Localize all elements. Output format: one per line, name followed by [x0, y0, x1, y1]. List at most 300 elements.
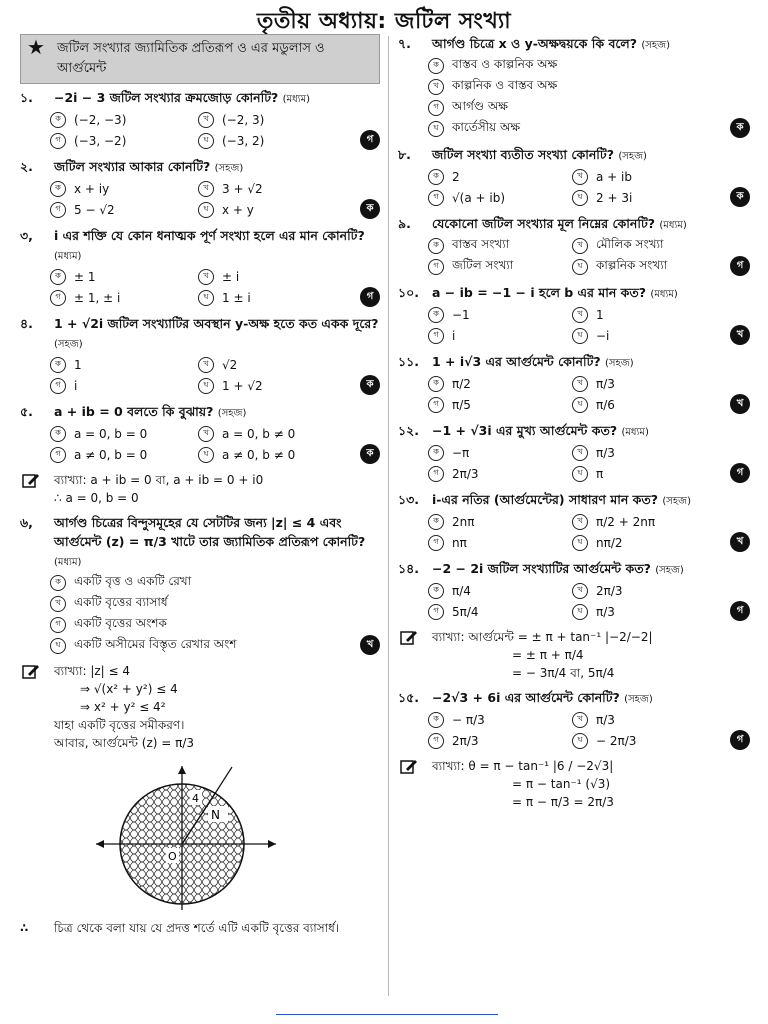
- option-list: [20, 178, 380, 220]
- option-letter-badge: গ: [428, 259, 444, 275]
- question-text: আর্গণ্ড চিত্রে x ও y-অক্ষদ্বয়কে কি বলে?: [432, 36, 637, 51]
- question-text-line: [398, 145, 750, 166]
- option-text: (−2, −3): [74, 112, 127, 127]
- option-text: π/2: [452, 376, 471, 391]
- option-item: [428, 709, 572, 730]
- option-list: [20, 266, 380, 308]
- option-text: কার্তেসীয় অক্ষ: [452, 119, 521, 134]
- option-item: [50, 178, 198, 199]
- option-list: [20, 572, 380, 656]
- question-number: ৯.: [398, 216, 411, 231]
- question-6: [20, 513, 380, 656]
- explanation-line: ⇒ √(x² + y²) ≤ 4: [80, 682, 178, 696]
- option-letter-badge: ঘ: [572, 397, 588, 413]
- option-letter-badge: ঘ: [572, 733, 588, 749]
- x-axis-arrow-left-icon: [96, 840, 104, 848]
- answer-badge: ক: [730, 118, 750, 138]
- option-item: [428, 235, 572, 256]
- difficulty-label: (মধ্যম): [650, 289, 678, 300]
- option-item: [428, 580, 572, 601]
- option-letter-badge: খ: [572, 307, 588, 323]
- option-list: [20, 109, 380, 151]
- option-letter-badge: ক: [50, 269, 66, 285]
- option-letter-badge: গ: [428, 733, 444, 749]
- answer-badge: ক: [360, 375, 380, 395]
- option-letter-badge: ক: [428, 58, 444, 74]
- explanation-6: [20, 662, 380, 752]
- option-text: একটি বৃত্তের অংশক: [74, 615, 167, 630]
- option-letter-badge: খ: [198, 357, 214, 373]
- option-item: [428, 373, 572, 394]
- question-text-line: [20, 402, 380, 423]
- option-letter-badge: খ: [572, 712, 588, 728]
- option-letter-badge: ঘ: [572, 328, 588, 344]
- question-text: −2 − 2i জটিল সংখ্যাটির আর্গুমেন্ট কত?: [432, 561, 651, 576]
- answer-badge: গ: [730, 601, 750, 621]
- option-text: 2π/3: [452, 733, 479, 748]
- option-item: [572, 730, 716, 751]
- right-column: [398, 34, 750, 817]
- option-text: π/3: [596, 445, 615, 460]
- option-item: [428, 532, 572, 553]
- question-text: i এর শক্তি যে কোন ধনাত্মক পূর্ণ সংখ্যা হলে এর মান কোনটি?: [54, 228, 365, 243]
- question-number: ৮.: [398, 147, 411, 162]
- answer-badge: খ: [730, 325, 750, 345]
- option-text: 1 + √2: [222, 378, 263, 393]
- question-text-line: [398, 352, 750, 373]
- option-text: একটি বৃত্তের ব্যাসার্ধ: [74, 594, 168, 609]
- difficulty-label: (সহজ): [214, 163, 244, 174]
- answer-badge: গ: [360, 130, 380, 150]
- option-letter-badge: ঘ: [198, 290, 214, 306]
- option-text: π/4: [452, 583, 471, 598]
- option-item: [428, 187, 572, 208]
- difficulty-label: (সহজ): [655, 565, 684, 576]
- explanation-line: = ± π + π/4: [512, 648, 584, 662]
- question-text: 1 + i√3 এর আর্গুমেন্ট কোনটি?: [432, 354, 601, 369]
- question-number: ৪.: [20, 316, 33, 331]
- option-list: [398, 304, 750, 346]
- answer-badge: গ: [730, 730, 750, 750]
- option-text: π/3: [596, 604, 615, 619]
- pen-icon: [400, 629, 418, 645]
- question-number: ৩,: [20, 228, 33, 243]
- diagram-label-4: 4: [192, 792, 199, 805]
- question-item: [20, 157, 380, 220]
- option-letter-badge: গ: [50, 133, 66, 149]
- question-item: [398, 490, 750, 553]
- question-item: [20, 88, 380, 151]
- question-text: যেকোনো জটিল সংখ্যার মূল নিম্নের কোনটি?: [432, 216, 656, 231]
- option-text: a ≠ 0, b = 0: [74, 447, 148, 462]
- option-letter-badge: ঘ: [572, 604, 588, 620]
- option-text: i: [452, 328, 456, 343]
- option-text: একটি বৃত্ত ও একটি রেখা: [74, 573, 192, 588]
- question-item: [398, 559, 750, 622]
- option-item: [198, 287, 346, 308]
- explanation-line: ⇒ x² + y² ≤ 4²: [80, 700, 166, 714]
- option-text: 1: [74, 357, 82, 372]
- option-text: বাস্তব সংখ্যা: [452, 236, 510, 251]
- option-letter-badge: ক: [50, 357, 66, 373]
- difficulty-label: (সহজ): [641, 40, 670, 51]
- question-text: −2i − 3 জটিল সংখ্যার ক্রমজোড় কোনটি?: [54, 90, 279, 105]
- option-letter-badge: গ: [428, 604, 444, 620]
- question-text: জটিল সংখ্যার আকার কোনটি?: [54, 159, 211, 174]
- option-letter-badge: খ: [572, 169, 588, 185]
- option-item: [50, 375, 198, 396]
- question-number: ১১.: [398, 354, 419, 369]
- option-item: [572, 373, 716, 394]
- explanation-line: = π − tan⁻¹ (√3): [512, 777, 611, 791]
- option-letter-badge: ঘ: [572, 259, 588, 275]
- explanation-line: ∴ a = 0, b = 0: [54, 491, 139, 505]
- option-item: [198, 423, 346, 444]
- option-item: [428, 304, 572, 325]
- option-item: [572, 235, 716, 256]
- option-text: a = 0, b = 0: [74, 426, 148, 441]
- option-text: √2: [222, 357, 238, 372]
- option-text: 1 ± i: [222, 290, 251, 305]
- difficulty-label: (মধ্যম): [54, 557, 82, 568]
- option-list: [398, 373, 750, 415]
- option-letter-badge: ক: [50, 181, 66, 197]
- question-text: i-এর নতির (আর্গুমেন্টের) সাধারণ মান কত?: [432, 492, 659, 507]
- question-number: ১০.: [398, 285, 419, 300]
- option-item: [428, 394, 572, 415]
- option-text: ± i: [222, 269, 240, 284]
- option-item: [50, 444, 198, 465]
- option-text: π/3: [596, 376, 615, 391]
- option-text: মৌলিক সংখ্যা: [596, 236, 664, 251]
- option-item: [572, 532, 716, 553]
- option-letter-badge: গ: [428, 190, 444, 206]
- option-letter-badge: খ: [572, 583, 588, 599]
- left-column: [20, 34, 380, 943]
- option-item: [572, 304, 716, 325]
- question-text: a + ib = 0 বলতে কি বুঝায়?: [54, 404, 214, 419]
- question-number: ১.: [20, 90, 33, 105]
- option-text: ± 1, ± i: [74, 290, 121, 305]
- difficulty-label: (মধ্যম): [659, 220, 687, 231]
- option-item: [572, 709, 716, 730]
- explanation-line: ব্যাখ্যা: a + ib = 0 বা, a + ib = 0 + i0: [54, 473, 264, 487]
- option-letter-badge: ঘ: [572, 190, 588, 206]
- option-letter-badge: খ: [572, 376, 588, 392]
- question-text: −2√3 + 6i এর আর্গুমেন্ট কোনটি?: [432, 690, 620, 705]
- option-text: x + iy: [74, 181, 110, 196]
- difficulty-label: (মধ্যম): [282, 94, 311, 105]
- answer-badge: খ: [730, 532, 750, 552]
- option-item: [198, 375, 346, 396]
- answer-badge: ক: [730, 187, 750, 207]
- question-number: ৭.: [398, 36, 411, 51]
- option-item: [198, 199, 346, 220]
- question-number: ১৩.: [398, 492, 419, 507]
- option-item: [50, 354, 198, 375]
- question-number: ১৫.: [398, 690, 419, 705]
- option-letter-badge: ক: [428, 514, 444, 530]
- question-text-line: [398, 283, 750, 304]
- option-letter-badge: ঘ: [198, 202, 214, 218]
- option-text: 2: [452, 169, 460, 184]
- question-number: ৬,: [20, 515, 33, 530]
- option-text: জটিল সংখ্যা: [452, 257, 514, 272]
- option-item: [428, 463, 572, 484]
- option-letter-badge: ক: [428, 445, 444, 461]
- option-list: [398, 580, 750, 622]
- footer-link-line: [276, 1014, 498, 1015]
- option-text: 5π/4: [452, 604, 479, 619]
- option-letter-badge: ঘ: [572, 466, 588, 482]
- difficulty-label: (সহজ): [618, 151, 647, 162]
- option-letter-badge: খ: [198, 269, 214, 285]
- option-item: [428, 442, 572, 463]
- option-text: 3 + √2: [222, 181, 263, 196]
- star-icon: ★: [27, 35, 45, 59]
- question-text-line: [398, 34, 750, 55]
- option-letter-badge: ক: [428, 376, 444, 392]
- option-text: বাস্তব ও কাল্পনিক অক্ষ: [452, 56, 558, 71]
- section-heading-text: জটিল সংখ্যার জ্যামিতিক প্রতিরূপ ও এর মডুলাস ও আর্গুমেন্ট: [57, 41, 325, 76]
- option-letter-badge: গ: [50, 378, 66, 394]
- explanation-line: ব্যাখ্যা: আর্গুমেন্ট = ± π + tan⁻¹ |−2/−2|: [432, 630, 653, 644]
- question-text-line: [20, 88, 380, 109]
- option-letter-badge: ক: [50, 112, 66, 128]
- option-item: [198, 266, 346, 287]
- explanation-line: = π − π/3 = 2π/3: [512, 795, 614, 809]
- answer-badge: ক: [360, 199, 380, 219]
- option-letter-badge: খ: [198, 426, 214, 442]
- explanation-line: ব্যাখ্যা: θ = π − tan⁻¹ |6 / −2√3|: [432, 759, 614, 773]
- option-letter-badge: ক: [428, 307, 444, 323]
- option-letter-badge: ক: [428, 238, 444, 254]
- option-list: [398, 442, 750, 484]
- option-item: [198, 178, 346, 199]
- option-text: − π/3: [452, 712, 485, 727]
- pen-icon: [22, 663, 40, 679]
- question-item: [398, 421, 750, 484]
- pen-icon: [400, 758, 418, 774]
- option-item: [572, 325, 716, 346]
- option-text: একটি অসীমের বিস্তৃত রেখার অংশ: [74, 636, 237, 651]
- option-item: [428, 76, 716, 97]
- question-text: জটিল সংখ্যা ব্যতীত সংখ্যা কোনটি?: [432, 147, 614, 162]
- option-list: [398, 166, 750, 208]
- answer-badge: খ: [360, 635, 380, 655]
- option-letter-badge: গ: [50, 447, 66, 463]
- question-text-line: [398, 214, 750, 235]
- option-letter-badge: গ: [428, 535, 444, 551]
- option-item: [50, 287, 198, 308]
- option-letter-badge: গ: [50, 290, 66, 306]
- question-text: a − ib = −1 − i হলে b এর মান কত?: [432, 285, 647, 300]
- question-item: [398, 283, 750, 346]
- option-letter-badge: ক: [428, 583, 444, 599]
- option-letter-badge: ক: [50, 426, 66, 442]
- question-item: [398, 352, 750, 415]
- question-item: [398, 214, 750, 277]
- option-text: 2π/3: [596, 583, 623, 598]
- option-letter-badge: ক: [428, 169, 444, 185]
- option-item: [572, 511, 716, 532]
- question-text: −1 + √3i এর মুখ্য আর্গুমেন্ট কত?: [432, 423, 618, 438]
- question-number: ১৪.: [398, 561, 419, 576]
- option-text: −i: [596, 328, 610, 343]
- option-text: কাল্পনিক ও বাস্তব অক্ষ: [452, 77, 558, 92]
- option-item: [572, 580, 716, 601]
- option-item: [198, 130, 346, 151]
- option-item: [572, 256, 716, 277]
- option-list: [20, 423, 380, 465]
- explanation-line: যাহা একটি বৃত্তের সমীকরণ।: [54, 718, 185, 732]
- option-letter-badge: ঘ: [428, 121, 444, 137]
- explanation-15: [398, 757, 750, 811]
- question-item: [20, 314, 380, 396]
- option-text: −1: [452, 307, 470, 322]
- option-item: [428, 256, 572, 277]
- option-item: [572, 187, 716, 208]
- y-axis-arrow-icon: [178, 766, 186, 774]
- x-axis-arrow-icon: [268, 840, 276, 848]
- option-item: [428, 730, 572, 751]
- option-item: [428, 118, 716, 139]
- conclusion-text: চিত্র থেকে বলা যায় যে প্রদত্ত শর্তে এটি একটি বৃত্তের ব্যাসার্ধ।: [54, 921, 340, 935]
- option-text: − 2π/3: [596, 733, 637, 748]
- option-list: [20, 354, 380, 396]
- diagram-label-o: O: [168, 850, 177, 863]
- option-text: nπ/2: [596, 535, 623, 550]
- option-list: [398, 511, 750, 553]
- section-heading: [20, 34, 380, 84]
- option-text: (−3, 2): [222, 133, 265, 148]
- difficulty-label: (সহজ): [217, 408, 247, 419]
- option-letter-badge: গ: [428, 397, 444, 413]
- difficulty-label: (সহজ): [54, 339, 83, 350]
- answer-badge: গ: [360, 287, 380, 307]
- option-list: [398, 709, 750, 751]
- option-text: −π: [452, 445, 470, 460]
- option-item: [198, 354, 346, 375]
- option-text: (−3, −2): [74, 133, 127, 148]
- option-item: [428, 325, 572, 346]
- option-item: [428, 55, 716, 76]
- option-letter-badge: ক: [428, 712, 444, 728]
- question-text-line: [20, 513, 380, 572]
- option-item: [50, 572, 346, 593]
- question-text-line: [398, 688, 750, 709]
- option-text: x + y: [222, 202, 254, 217]
- option-letter-badge: খ: [572, 445, 588, 461]
- explanation-14: [398, 628, 750, 682]
- question-text-line: [20, 226, 380, 266]
- option-text: π/6: [596, 397, 615, 412]
- option-text: a ≠ 0, b ≠ 0: [222, 447, 296, 462]
- option-item: [50, 593, 346, 614]
- page-title: তৃতীয় অধ্যায়: জটিল সংখ্যা: [256, 9, 512, 34]
- option-item: [50, 423, 198, 444]
- option-letter-badge: ঘ: [572, 535, 588, 551]
- explanation-line: আবার, আর্গুমেন্ট (z) = π/3: [54, 736, 195, 750]
- option-item: [428, 511, 572, 532]
- option-item: [428, 97, 716, 118]
- pen-icon: [22, 472, 40, 488]
- option-letter-badge: খ: [198, 181, 214, 197]
- option-letter-badge: খ: [572, 238, 588, 254]
- option-letter-badge: গ: [50, 617, 66, 633]
- question-item: [398, 145, 750, 208]
- question-item: [398, 34, 750, 139]
- option-letter-badge: খ: [428, 79, 444, 95]
- option-list: [398, 55, 750, 139]
- option-text: π/3: [596, 712, 615, 727]
- option-text: 5 − √2: [74, 202, 115, 217]
- question-text-line: [20, 157, 380, 178]
- conclusion: [20, 919, 380, 937]
- difficulty-label: (মধ্যম): [621, 427, 649, 438]
- option-text: (−2, 3): [222, 112, 265, 127]
- argand-diagram: [90, 762, 290, 912]
- option-text: nπ: [452, 535, 467, 550]
- question-text-line: [398, 490, 750, 511]
- option-text: 2π/3: [452, 466, 479, 481]
- ray-line: [216, 767, 232, 792]
- option-item: [50, 199, 198, 220]
- option-item: [50, 130, 198, 151]
- option-letter-badge: ক: [50, 575, 66, 591]
- option-letter-badge: খ: [198, 112, 214, 128]
- question-number: ৫.: [20, 404, 33, 419]
- option-item: [50, 266, 198, 287]
- option-item: [572, 601, 716, 622]
- option-text: π/2 + 2nπ: [596, 514, 656, 529]
- explanation-5: [20, 471, 380, 507]
- option-item: [50, 614, 346, 635]
- question-number: ২.: [20, 159, 33, 174]
- difficulty-label: (সহজ): [624, 694, 653, 705]
- option-item: [198, 444, 346, 465]
- option-item: [572, 166, 716, 187]
- option-item: [428, 601, 572, 622]
- option-item: [50, 635, 346, 656]
- option-letter-badge: গ: [50, 202, 66, 218]
- option-letter-badge: ঘ: [198, 133, 214, 149]
- explanation-line: = − 3π/4 বা, 5π/4: [512, 666, 615, 680]
- diagram-label-n: N: [211, 808, 220, 822]
- option-item: [572, 442, 716, 463]
- option-text: π: [596, 466, 604, 481]
- option-text: i: [74, 378, 78, 393]
- question-text-line: [398, 421, 750, 442]
- question-number: ১২.: [398, 423, 419, 438]
- explanation-line: ব্যাখ্যা: |z| ≤ 4: [54, 664, 131, 678]
- option-text: π/5: [452, 397, 471, 412]
- option-letter-badge: গ: [428, 100, 444, 116]
- question-text-line: [398, 559, 750, 580]
- option-text: 2nπ: [452, 514, 475, 529]
- option-text: a + ib: [596, 169, 632, 184]
- answer-badge: ক: [360, 444, 380, 464]
- option-item: [428, 166, 572, 187]
- question-item: [20, 226, 380, 308]
- difficulty-label: (মধ্যম): [54, 251, 82, 262]
- therefore-symbol: ∴: [20, 921, 29, 935]
- question-item: [20, 402, 380, 465]
- option-item: [198, 109, 346, 130]
- option-item: [50, 109, 198, 130]
- option-text: আর্গণ্ড অক্ষ: [452, 98, 508, 113]
- option-item: [572, 463, 716, 484]
